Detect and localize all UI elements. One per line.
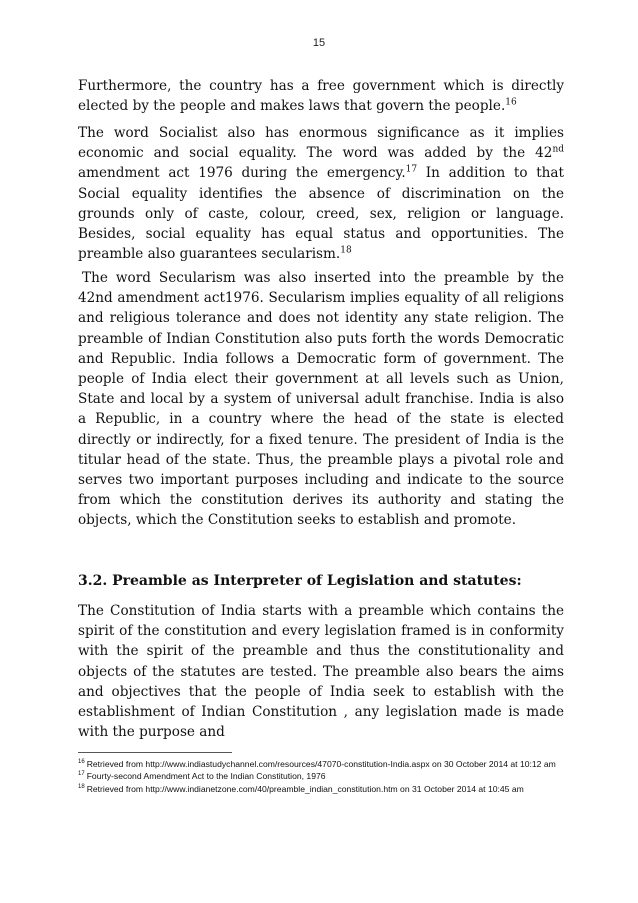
paragraph-socialist (78, 123, 564, 264)
paragraph-text: amendment act 1976 during the emergency. (78, 165, 406, 182)
paragraph-secularism: The word Secularism was also inserted into the preamble by the 42nd amendment act1976. Secularism implies equality of all religions and religious tolerance and does not identity any state religion. The preamble of Indian Constitution also puts forth the words Democratic and Republic. India follows a Democratic form of government. The people of India elect their government at all levels such as Union, State and local by a system of universal adult franchise. India is also a Republic, in a country where the head of the state is elected directly or indirectly, for a fixed tenure. The president of India is the titular head of the state. Thus, the preamble plays a pivotal role and serves two important purposes including and indicate to the source from which the constitution derives its authority and stating the objects, which the Constitution seeks to establish and promote. (78, 270, 564, 529)
footnote-text: Retrieved from http://www.indiastudychannel.com/resources/47070-constitution-India.aspx on 30 October 2014 at 10:12 am (86, 759, 556, 769)
page-number: 15 (312, 37, 326, 49)
paragraph-text: Furthermore, the country has a free government which is directly elected by the people and makes laws that govern the people. (78, 78, 564, 115)
footnote-ref-18[interactable]: 18 (340, 245, 352, 256)
paragraph-text: In addition to that Social equality identifies the absence of discrimination on the grounds only of caste, colour, creed, sex, religion or language. Besides, social equality has equal status and opportunities. The preamble also guarantees secularism. (78, 165, 564, 263)
footnote-number: 17 (78, 771, 85, 778)
footnote-number: 16 (78, 759, 85, 766)
footnotes (78, 758, 564, 795)
paragraph-constitution-preamble: The Constitution of India starts with a preamble which contains the spirit of the constitution and every legislation framed is in conformity with the spirit of the preamble and thus the constitutionality and objects of the statutes are tested. The preamble also bears the aims and objectives that the people of India seek to establish with the establishment of Indian Constitution , any legislation made is made with the purpose and (78, 603, 564, 741)
footnote-divider (78, 752, 232, 753)
footnote-text: Retrieved from http://www.indianetzone.com/40/preamble_indian_constitution.htm on 31 October 2014 at 10:45 am (86, 783, 524, 794)
footnote-17 (78, 770, 564, 782)
footnote-ref-16[interactable]: 16 (505, 97, 517, 108)
footnote-text: Fourty-second Amendment Act to the Indian Constitution, 1976 (86, 771, 326, 782)
paragraph-text: The word Socialist also has enormous significance as it implies economic and social equality. The word was added by the 42 (78, 125, 564, 162)
footnote-18 (78, 783, 564, 795)
section-heading: 3.2. Preamble as Interpreter of Legislation and statutes: (78, 573, 522, 589)
footnote-16 (78, 758, 564, 770)
ordinal-suffix: nd (552, 144, 564, 155)
footnote-number: 18 (78, 783, 85, 790)
paragraph-free-government (78, 76, 564, 116)
footnote-ref-17[interactable]: 17 (405, 164, 418, 175)
